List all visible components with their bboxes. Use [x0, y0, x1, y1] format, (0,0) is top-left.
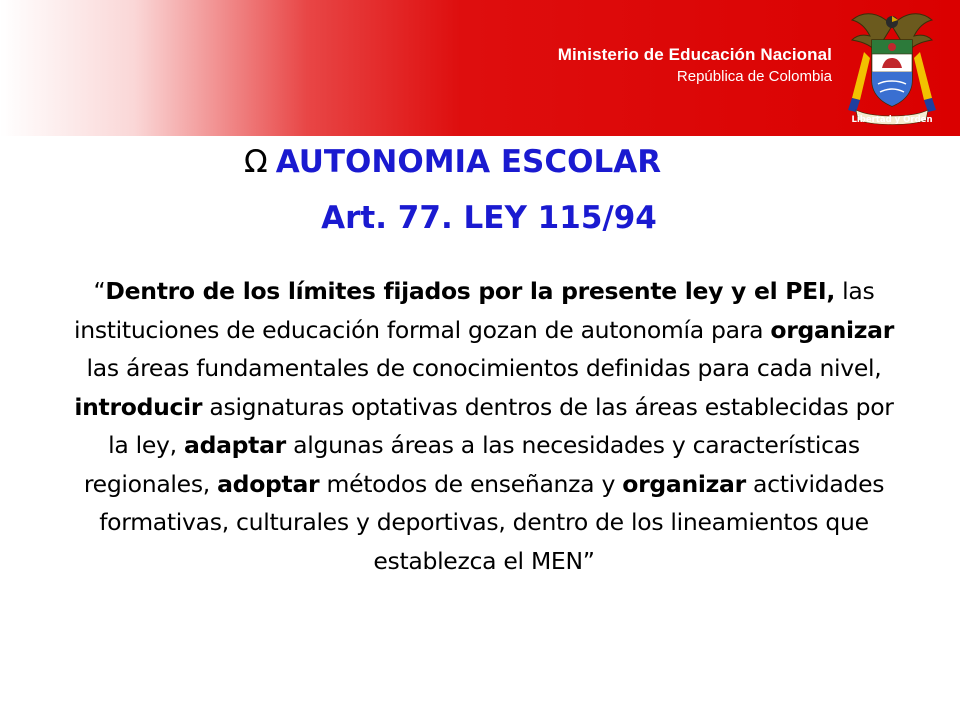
- quote-segment: las áreas fundamentales de conocimientos definidas para cada nivel,: [86, 354, 882, 382]
- quote-keyword: adoptar: [217, 469, 320, 498]
- bullet-symbol: Ω: [244, 144, 268, 180]
- quote-segment: asignaturas optativas dentros de las áreas establecidas por la ley,: [108, 392, 894, 459]
- quote-close-mark: ”: [582, 546, 595, 575]
- quote-open-mark: “: [93, 277, 106, 305]
- quote-keyword: organizar: [622, 469, 746, 498]
- quote-segment: métodos de enseñanza y: [319, 469, 623, 498]
- quote-segment: las instituciones de educación formal gozan de autonomía para: [74, 277, 875, 344]
- quote-keyword: organizar: [770, 315, 894, 344]
- quote-keyword: introducir: [74, 392, 203, 421]
- quote-segment: algunas áreas a las necesidades y características regionales,: [83, 431, 860, 498]
- svg-text:Libertad y Orden: Libertad y Orden: [851, 115, 933, 125]
- title-text: AUTONOMIA ESCOLAR: [275, 144, 662, 180]
- ministry-name: Ministerio de Educación Nacional: [557, 45, 832, 64]
- quote-segment: actividades formativas, culturales y deportivas, dentro de los lineamientos que establezca el MEN: [99, 469, 885, 575]
- slide-title: [244, 140, 844, 184]
- header-text: [558, 44, 832, 88]
- quote-keyword: adaptar: [184, 431, 286, 459]
- colombia-coat-of-arms-icon: [842, 6, 942, 132]
- quote-bold-intro: Dentro de los límites fijados por la presente ley y el PEI,: [105, 277, 835, 305]
- republic-name: República de Colombia: [676, 68, 832, 85]
- quote-paragraph: [70, 272, 898, 580]
- slide-subtitle: Art. 77. LEY 115/94: [321, 200, 657, 236]
